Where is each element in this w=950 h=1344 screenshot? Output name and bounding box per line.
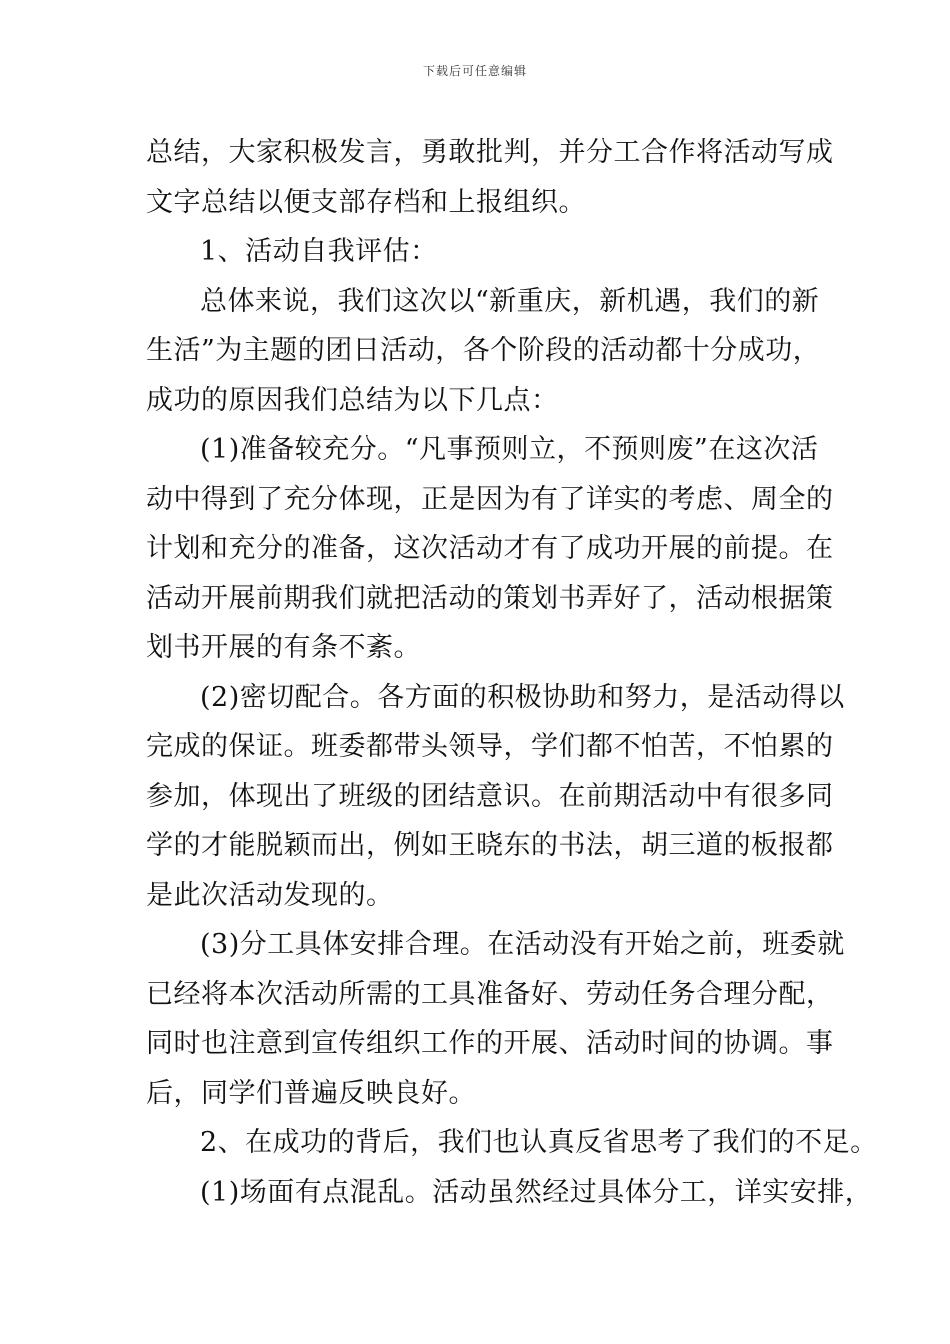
page-header: 下载后可任意编辑 (422, 64, 527, 78)
text-line: 文字总结以便支部存档和上报组织。 (146, 186, 586, 218)
text-line: 总结，大家积极发言，勇敢批判，并分工合作将活动写成 (146, 137, 834, 168)
text-line: 是此次活动发现的。 (146, 879, 394, 911)
text-line: 活动开展前期我们就把活动的策划书弄好了，活动根据策 (146, 582, 834, 614)
text-line: 动中得到了充分体现，正是因为有了详实的考虑、周全的 (146, 483, 834, 515)
text-line: 划书开展的有条不紊。 (146, 632, 421, 663)
text-line: (3)分工具体安排合理。在活动没有开始之前，班委就 (200, 929, 845, 960)
text-line: 学的才能脱颖而出，例如王晓东的书法，胡三道的板报都 (146, 830, 834, 861)
text-line: 后，同学们普遍反映良好。 (146, 1077, 476, 1109)
text-line: 参加，体现出了班级的团结意识。在前期活动中有很多同 (146, 780, 834, 812)
section-heading: 1、活动自我评估： (200, 236, 438, 267)
text-line: 生活”为主题的团日活动，各个阶段的活动都十分成功， (146, 335, 821, 366)
text-line: (1)场面有点混乱。活动虽然经过具体分工，详实安排， (200, 1176, 873, 1208)
text-line: (2)密切配合。各方面的积极协助和努力，是活动得以 (200, 681, 845, 713)
text-line: 已经将本次活动所需的工具准备好、劳动任务合理分配， (146, 978, 834, 1010)
text-line: 同时也注意到宣传组织工作的开展、活动时间的协调。事 (146, 1028, 834, 1059)
text-line: 计划和充分的准备，这次活动才有了成功开展的前提。在 (146, 533, 834, 564)
text-line: (1)准备较充分。“凡事预则立，不预则废”在这次活 (200, 434, 819, 465)
section-heading: 2、在成功的背后，我们也认真反省思考了我们的不足。 (200, 1127, 878, 1158)
document-body (146, 128, 878, 1217)
text-line: 成功的原因我们总结为以下几点： (146, 384, 559, 416)
text-line: 总体来说，我们这次以“新重庆，新机遇，我们的新 (200, 285, 820, 317)
text-line: 完成的保证。班委都带头领导，学们都不怕苦，不怕累的 (146, 731, 834, 762)
